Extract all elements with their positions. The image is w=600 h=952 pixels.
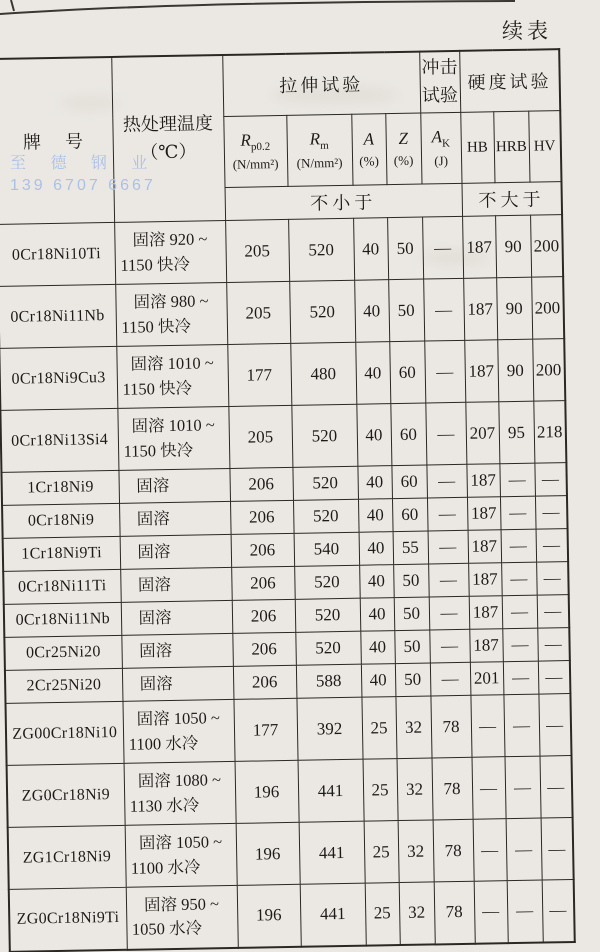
heat-treatment-line1: 固溶 1050 ~ — [136, 707, 221, 729]
cell-hb: 187 — [469, 596, 503, 630]
heat-treatment-line1: 固溶 — [138, 640, 173, 661]
col-header-z — [385, 113, 421, 185]
cell-a: 25 — [365, 883, 400, 946]
cell-hb: 187 — [469, 629, 503, 663]
cell-z: 50 — [393, 564, 429, 598]
heat-treatment-line1: 固溶 — [138, 607, 172, 628]
cell-hb: 187 — [467, 497, 501, 531]
heat-treatment-line2: 1050 水冷 — [131, 918, 203, 939]
cell-rm: 392 — [296, 697, 362, 760]
cell-heat-treatment — [114, 220, 226, 284]
cell-a: 25 — [361, 697, 396, 760]
heat-treatment-line1: 固溶 980 ~ — [133, 291, 209, 312]
watermark-company: 至 德 钢 业 — [10, 155, 158, 172]
cell-heat-treatment — [124, 761, 236, 825]
watermark — [10, 153, 157, 196]
cell-a: 40 — [357, 466, 392, 500]
cell-hv: — — [538, 661, 571, 695]
header-group-row — [0, 49, 560, 120]
rp02-subscript: p0.2 — [250, 140, 271, 153]
impact-label-line1: 冲击 — [421, 57, 458, 78]
cell-heat-treatment — [120, 567, 232, 602]
continued-table-label: 续表 — [502, 19, 552, 43]
cell-hv: — — [535, 496, 568, 530]
cell-heat-treatment — [122, 699, 234, 763]
cell-rp02: 196 — [236, 822, 300, 885]
cell-hv: 218 — [533, 401, 566, 464]
cell-ak: — — [428, 530, 469, 564]
cell-heat-treatment — [117, 406, 229, 470]
table-row — [9, 880, 575, 952]
heat-treatment-line1: 固溶 — [136, 508, 170, 529]
cell-rp02: 205 — [228, 405, 292, 468]
cell-grade: 1Cr18Ni9Ti — [3, 536, 121, 571]
cell-grade: 0Cr18Ni11Nb — [4, 602, 122, 637]
cell-rm: 520 — [288, 218, 354, 281]
table-row — [0, 277, 564, 349]
col-group-tensile-test: 拉伸试验 — [222, 52, 420, 117]
cell-hb: 207 — [465, 402, 499, 465]
cell-rm: 520 — [291, 404, 357, 467]
cell-heat-treatment — [126, 885, 238, 949]
cell-rp02: 196 — [235, 760, 299, 823]
rm-symbol: R — [309, 128, 321, 149]
cell-heat-treatment — [125, 823, 237, 887]
cell-grade: 0Cr18Ni10Ti — [0, 222, 115, 286]
heat-treatment-line1: 固溶 1010 ~ — [131, 414, 215, 436]
cell-a: 40 — [359, 565, 394, 599]
heat-treatment-line1: 固溶 920 ~ — [132, 229, 208, 250]
cell-hb: 201 — [470, 662, 504, 696]
cell-ak: — — [430, 662, 471, 696]
col-header-rm — [286, 114, 352, 186]
cell-rm: 540 — [294, 532, 360, 566]
heat-treatment-line1: 固溶 1080 ~ — [137, 769, 222, 791]
col-group-impact-test — [419, 51, 460, 113]
rm-subscript: m — [320, 139, 329, 152]
cell-hb: 187 — [466, 464, 500, 498]
cell-a: 25 — [363, 759, 398, 822]
cell-hrb: — — [501, 562, 537, 596]
cell-grade: 2Cr25Ni20 — [5, 668, 123, 703]
cell-hv: — — [536, 562, 569, 596]
cell-grade: 1Cr18Ni9 — [1, 470, 119, 505]
heat-treatment-line1: 固溶 1050 ~ — [138, 831, 223, 853]
cell-hb: — — [473, 819, 507, 882]
cell-z: 50 — [394, 597, 430, 631]
cell-hrb: — — [503, 694, 539, 757]
cell-hrb: 90 — [495, 215, 531, 278]
cell-heat-treatment — [121, 633, 233, 668]
cell-rp02: 206 — [231, 566, 295, 600]
cell-hv: — — [534, 463, 567, 497]
heat-label-line2: （℃） — [140, 141, 197, 163]
cell-rp02: 206 — [232, 599, 296, 633]
table-row — [0, 339, 565, 411]
rp02-symbol: R — [240, 130, 251, 150]
heat-treatment-line2: 1150 快冷 — [121, 316, 192, 337]
cell-ak: — — [428, 563, 469, 597]
cell-ak: 78 — [432, 757, 473, 820]
cell-hv: — — [541, 818, 574, 881]
cell-grade: 0Cr18Ni9 — [2, 503, 120, 538]
cell-rp02: 206 — [231, 533, 295, 567]
cell-rp02: 206 — [232, 632, 296, 666]
cell-a: 40 — [354, 280, 389, 343]
cell-z: 60 — [391, 465, 427, 499]
cell-rm: 520 — [295, 631, 361, 665]
cell-heat-treatment — [115, 282, 227, 346]
table-row — [6, 694, 572, 766]
max-rule-cell: 不大于 — [461, 182, 562, 217]
cell-z: 60 — [392, 498, 428, 532]
cell-z: 32 — [398, 820, 434, 883]
cell-grade: ZG00Cr18Ni10 — [6, 701, 124, 765]
table-body — [0, 215, 575, 952]
ak-symbol: A — [431, 126, 443, 147]
col-header-heat-treatment — [111, 55, 225, 222]
cell-a: 40 — [360, 598, 395, 632]
table-row — [7, 756, 573, 828]
cell-hv: — — [537, 595, 570, 629]
impact-label-line2: 试验 — [421, 84, 459, 106]
cell-hb: 187 — [463, 278, 497, 341]
col-header-a — [351, 114, 386, 186]
cell-hb: 187 — [468, 563, 502, 597]
z-symbol: Z — [398, 128, 409, 149]
cell-heat-treatment — [121, 600, 233, 635]
cell-rm: 520 — [295, 598, 361, 632]
cell-a: 40 — [360, 631, 395, 665]
cell-hrb: 90 — [497, 339, 533, 402]
cell-ak: 78 — [433, 819, 474, 882]
heat-treatment-line1: 固溶 — [136, 475, 170, 496]
cell-hrb: 95 — [498, 401, 534, 464]
watermark-phone: 139 6707 6667 — [10, 176, 156, 194]
cell-heat-treatment — [119, 501, 231, 536]
cell-hv: — — [540, 756, 573, 819]
cell-hv: — — [537, 628, 570, 662]
cell-rp02: 196 — [237, 884, 301, 947]
cell-hrb: — — [501, 529, 537, 563]
cell-ak: — — [425, 402, 466, 465]
col-header-ak — [420, 112, 461, 184]
cell-z: 60 — [389, 341, 425, 404]
cell-a: 40 — [356, 404, 391, 467]
cell-z: 55 — [393, 531, 429, 565]
cell-rm: 441 — [299, 821, 365, 884]
heat-label-line1: 热处理温度 — [122, 113, 214, 135]
heat-treatment-line1: 固溶 1010 ~ — [130, 352, 214, 374]
cell-z: 50 — [387, 217, 423, 280]
min-rule-cell: 不小于 — [225, 183, 463, 220]
ak-unit: (J) — [434, 153, 449, 169]
cell-ak: — — [424, 340, 465, 403]
cell-z: 32 — [399, 882, 435, 945]
cell-heat-treatment — [118, 468, 230, 503]
cell-grade: 0Cr25Ni20 — [4, 635, 122, 670]
a-unit: (%) — [359, 153, 379, 169]
rm-unit: (N/mm²) — [296, 155, 343, 172]
cell-a: 40 — [361, 664, 396, 698]
cell-grade: ZG1Cr18Ni9 — [8, 825, 126, 889]
cell-z: 32 — [395, 696, 431, 759]
rp02-unit: (N/mm²) — [232, 156, 279, 173]
heat-treatment-line2: 1100 水冷 — [128, 733, 199, 754]
cell-rp02: 206 — [229, 467, 293, 501]
cell-hb: 187 — [464, 340, 498, 403]
cell-hrb: — — [502, 628, 538, 662]
cell-rm: 480 — [290, 342, 356, 405]
col-header-rp02 — [223, 115, 287, 187]
cell-hb: — — [470, 695, 504, 758]
cell-ak: 78 — [430, 695, 471, 758]
cell-hv: 200 — [530, 215, 563, 278]
table-row — [0, 401, 566, 473]
cell-hv: — — [536, 529, 569, 563]
cell-rp02: 206 — [230, 500, 294, 534]
heat-treatment-line2: 1150 快冷 — [123, 440, 194, 461]
cell-grade: 0Cr18Ni13Si4 — [0, 408, 118, 472]
cell-ak: — — [429, 629, 470, 663]
cell-z: 32 — [397, 758, 433, 821]
table-row — [0, 215, 563, 287]
z-unit: (%) — [393, 152, 414, 168]
cell-ak: — — [429, 596, 470, 630]
cell-heat-treatment — [120, 534, 232, 569]
cell-ak: 78 — [434, 881, 475, 944]
cell-hv: 200 — [531, 277, 564, 340]
col-group-hardness-test: 硬度试验 — [459, 49, 560, 112]
cell-grade: 0Cr18Ni9Cu3 — [0, 346, 117, 410]
cell-hb: — — [472, 757, 506, 820]
ak-subscript: K — [441, 137, 451, 150]
cell-hrb: — — [499, 463, 535, 497]
heat-treatment-line1: 固溶 950 ~ — [143, 893, 220, 915]
cell-grade: ZG0Cr18Ni9 — [7, 763, 125, 827]
cell-hb: 187 — [468, 530, 502, 564]
col-header-grade: 牌 号 — [0, 57, 114, 225]
a-symbol: A — [363, 129, 375, 149]
cell-z: 60 — [390, 403, 426, 466]
cell-a: 25 — [364, 821, 399, 884]
cell-rp02: 177 — [227, 343, 291, 406]
cell-a: 40 — [359, 532, 394, 566]
cell-a: 40 — [355, 342, 390, 405]
cell-ak: — — [423, 278, 464, 341]
cell-hv: — — [538, 694, 571, 757]
cell-hrb: 90 — [496, 277, 532, 340]
cell-grade: ZG0Cr18Ni9Ti — [9, 887, 127, 951]
heat-treatment-line1: 固溶 — [137, 574, 172, 595]
heat-treatment-line2: 1100 水冷 — [130, 857, 201, 878]
cell-hrb: — — [507, 880, 543, 943]
cell-rp02: 205 — [225, 219, 289, 282]
cell-heat-treatment — [116, 344, 228, 408]
cell-rm: 520 — [289, 280, 355, 343]
cell-hv: 200 — [532, 339, 565, 402]
cell-rm: 520 — [294, 565, 360, 599]
cell-z: 50 — [388, 279, 424, 342]
cell-hrb: — — [500, 496, 536, 530]
cell-a: 40 — [353, 218, 388, 281]
cell-rm: 520 — [292, 466, 358, 500]
cell-hrb: — — [503, 661, 539, 695]
cell-rm: 520 — [293, 499, 359, 533]
col-header-hv: HV — [528, 111, 561, 183]
cell-rm: 441 — [298, 759, 364, 822]
cell-hrb: — — [505, 756, 541, 819]
cell-rp02: 177 — [233, 698, 297, 761]
cell-ak: — — [426, 464, 467, 498]
cell-hb: — — [474, 881, 508, 944]
cell-z: 50 — [395, 663, 431, 697]
cell-hb: 187 — [462, 216, 496, 279]
table-row — [8, 818, 574, 890]
cell-grade: 0Cr18Ni11Ti — [3, 569, 121, 604]
cell-ak: — — [427, 497, 468, 531]
cell-hv: — — [542, 880, 575, 943]
cell-z: 50 — [394, 630, 430, 664]
cell-ak: — — [422, 216, 463, 279]
cell-rm: 588 — [296, 664, 362, 698]
cell-hrb: — — [506, 818, 542, 881]
heat-treatment-line1: 固溶 — [139, 673, 173, 694]
cell-hrb: — — [502, 595, 538, 629]
heat-treatment-line2: 1130 水冷 — [129, 795, 200, 816]
heat-treatment-line1: 固溶 — [137, 541, 171, 562]
cell-grade: 0Cr18Ni11Nb — [0, 284, 116, 348]
table-header — [0, 49, 562, 224]
heat-treatment-line2: 1150 快冷 — [122, 378, 193, 399]
col-header-hb: HB — [460, 112, 494, 184]
heat-treatment-line2: 1150 快冷 — [120, 254, 191, 275]
cell-rp02: 206 — [233, 665, 297, 699]
cell-heat-treatment — [122, 666, 234, 701]
cell-rp02: 205 — [226, 281, 290, 344]
cell-rm: 441 — [300, 883, 366, 946]
cell-a: 40 — [358, 499, 393, 533]
col-header-hrb: HRB — [493, 111, 529, 183]
